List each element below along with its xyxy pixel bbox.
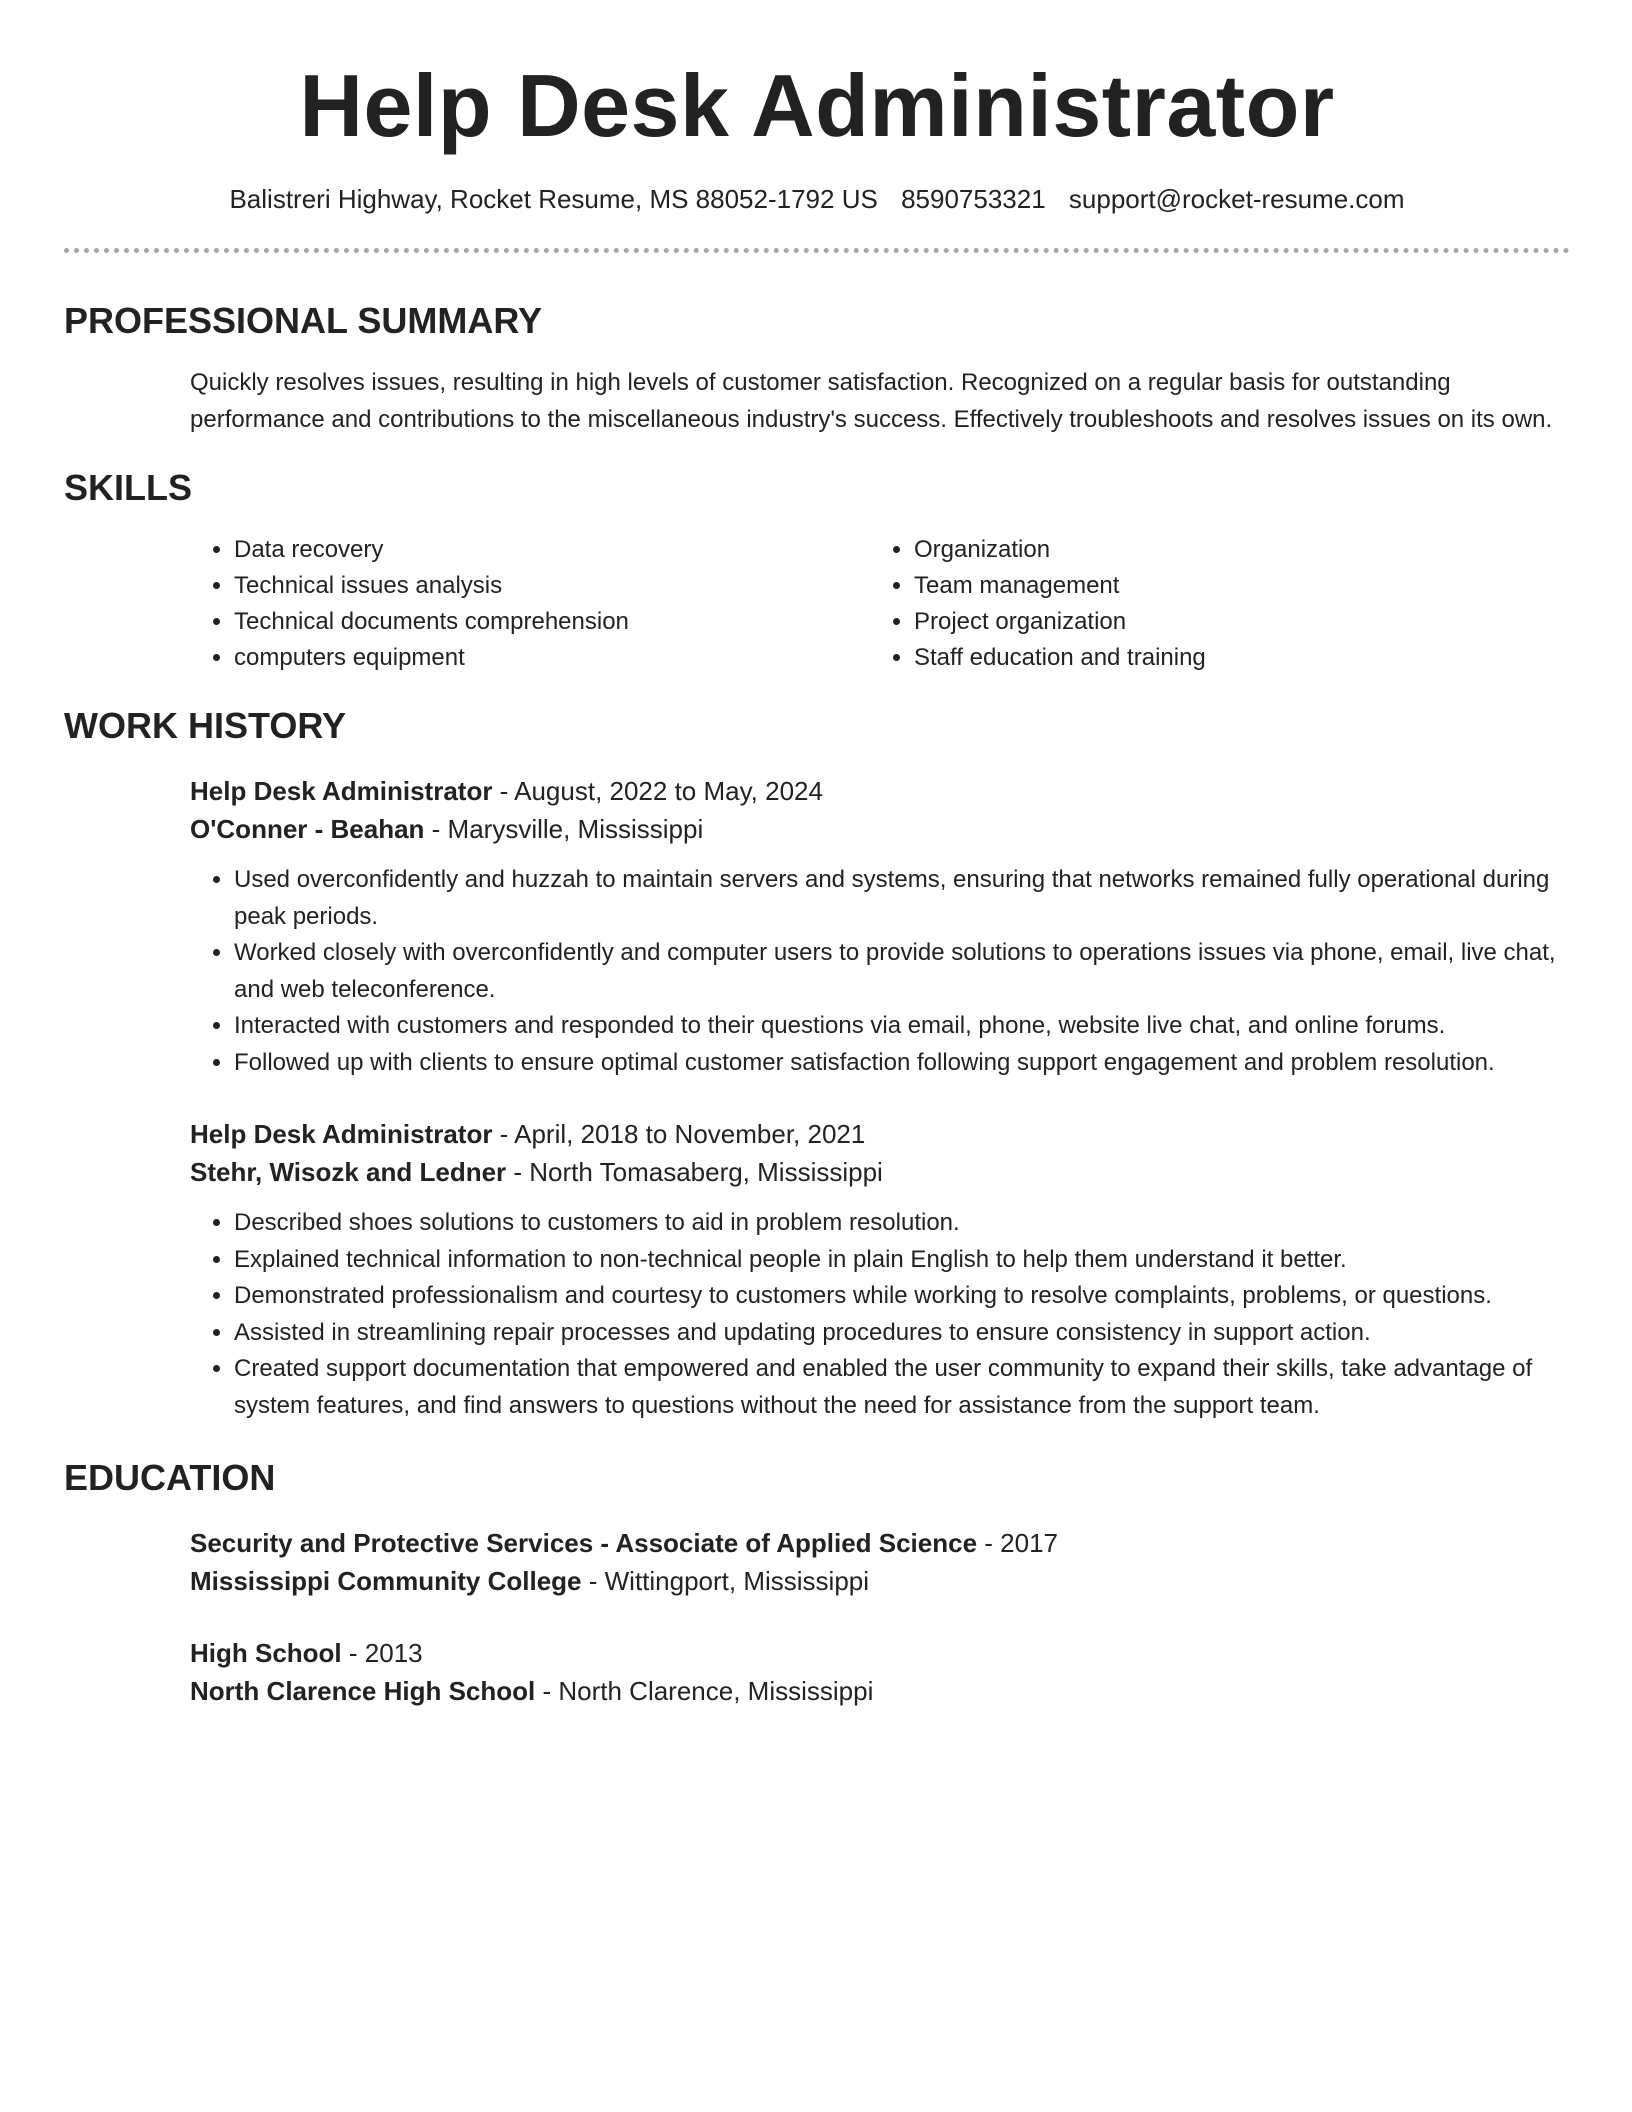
education-degree-line: [190, 1634, 1570, 1672]
skills-column-left: [190, 532, 870, 676]
skill-item: • Data recovery: [234, 532, 870, 568]
education-degree-line: [190, 1524, 1570, 1562]
job-bullets: [190, 1205, 1570, 1424]
job-bullet: • Explained technical information to non-technical people in plain English to help them understand it better.: [234, 1242, 1570, 1279]
job-location: - Marysville, Mississippi: [424, 814, 704, 844]
education-year: - 2013: [341, 1638, 423, 1668]
education-year: - 2017: [977, 1528, 1058, 1558]
skill-item: • Staff education and training: [914, 640, 1550, 676]
job-bullet: • Described shoes solutions to customers to aid in problem resolution.: [234, 1205, 1570, 1242]
skill-item: • computers equipment: [234, 640, 870, 676]
job-bullet: • Used overconfidently and huzzah to maintain servers and systems, ensuring that networks remained fully operational during peak periods.: [234, 862, 1570, 935]
education-school: North Clarence High School: [190, 1676, 536, 1706]
job-role: Help Desk Administrator: [190, 1119, 493, 1149]
education-degree: Security and Protective Services - Associate of Applied Science: [190, 1528, 978, 1558]
skill-item: • Organization: [914, 532, 1550, 568]
job-bullet: • Interacted with customers and responded to their questions via email, phone, website live chat, and online forums.: [234, 1008, 1570, 1045]
job-company-line: [190, 810, 1570, 848]
job-location: - North Tomasaberg, Mississippi: [506, 1157, 883, 1187]
job-company-line: [190, 1153, 1570, 1191]
summary-heading: PROFESSIONAL SUMMARY: [64, 300, 543, 341]
skill-item: • Team management: [914, 568, 1550, 604]
job-bullet: • Worked closely with overconfidently and computer users to provide solutions to operations issues via phone, email, live chat, and web teleconference.: [234, 935, 1570, 1008]
job-bullet: • Demonstrated professionalism and courtesy to customers while working to resolve complaints, problems, or questions.: [234, 1278, 1570, 1315]
skill-item: • Technical issues analysis: [234, 568, 870, 604]
job-title-line: [190, 772, 1570, 810]
skill-item: • Project organization: [914, 604, 1550, 640]
job-entry: [190, 1115, 1570, 1424]
contact-phone: 8590753321: [901, 184, 1046, 214]
job-dates: - August, 2022 to May, 2024: [492, 776, 823, 806]
education-location: - North Clarence, Mississippi: [535, 1676, 874, 1706]
job-bullet: • Followed up with clients to ensure optimal customer satisfaction following support engagement and problem resolution.: [234, 1045, 1570, 1082]
job-dates: - April, 2018 to November, 2021: [492, 1119, 866, 1149]
job-bullets: [190, 862, 1570, 1081]
contact-email: support@rocket-resume.com: [1068, 184, 1405, 214]
education-entry: [190, 1524, 1570, 1600]
education-location: - Wittingport, Mississippi: [581, 1566, 870, 1596]
job-bullet: • Assisted in streamlining repair processes and updating procedures to ensure consistency in support action.: [234, 1315, 1570, 1352]
skills-column-right: [870, 532, 1550, 676]
education-degree: High School: [190, 1638, 342, 1668]
skill-item: • Technical documents comprehension: [234, 604, 870, 640]
job-bullet: • Created support documentation that empowered and enabled the user community to expand their skills, take advantage of system features, and find answers to questions without the need for assistance from the support team.: [234, 1351, 1570, 1424]
header-divider: [64, 248, 1570, 253]
skills-heading: SKILLS: [64, 467, 193, 508]
resume-name: Help Desk Administrator: [299, 56, 1335, 155]
resume-page: [64, 0, 1570, 1710]
job-title-line: [190, 1115, 1570, 1153]
education-school-line: [190, 1672, 1570, 1710]
education-entry: [190, 1634, 1570, 1710]
job-entry: [190, 772, 1570, 1081]
job-company: O'Conner - Beahan: [190, 814, 425, 844]
skills-list: [190, 532, 1570, 676]
education-school: Mississippi Community College: [190, 1566, 582, 1596]
job-company: Stehr, Wisozk and Ledner: [190, 1157, 507, 1187]
job-role: Help Desk Administrator: [190, 776, 493, 806]
contact-address: Balistreri Highway, Rocket Resume, MS 88052-1792 US: [229, 184, 878, 214]
summary-text: Quickly resolves issues, resulting in high levels of customer satisfaction. Recognized on a regular basis for outstanding performance and contributions to the miscellaneous industry's success. Effectively troubleshoots and resolves issues on its own.: [190, 369, 1553, 433]
contact-line: [64, 182, 1570, 216]
education-heading: EDUCATION: [64, 1457, 276, 1498]
education-school-line: [190, 1562, 1570, 1600]
work-history-heading: WORK HISTORY: [64, 705, 347, 746]
